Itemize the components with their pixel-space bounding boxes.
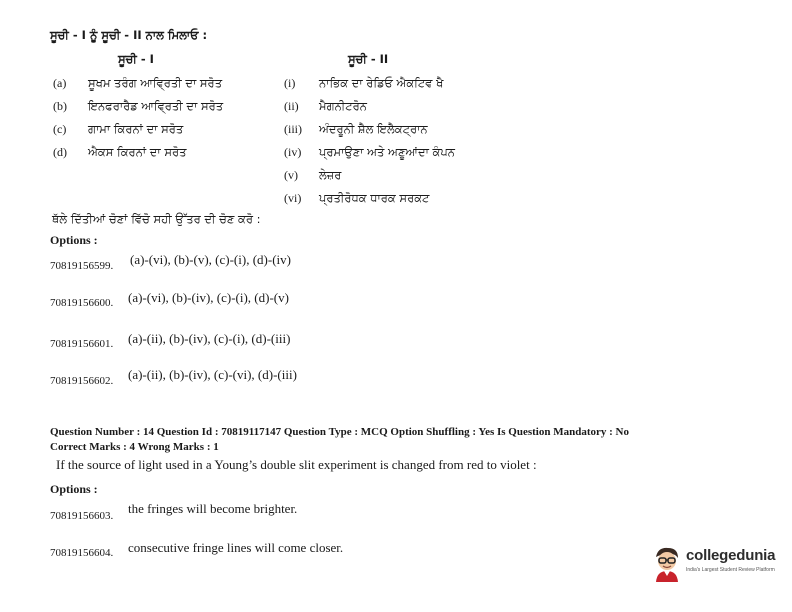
list1-item-c: ਗਾਮਾ ਕਿਰਨਾਂ ਦਾ ਸਰੋਤ xyxy=(88,122,184,136)
list2-key-i: (i) xyxy=(284,76,296,90)
q13-option-id-4: 70819156602. xyxy=(50,375,114,387)
list2-item-v: ਲੇਜ਼ਰ xyxy=(319,168,342,182)
list2-key-vi: (vi) xyxy=(284,191,302,205)
q13-option-id-3: 70819156601. xyxy=(50,338,114,350)
list2-key-iv: (iv) xyxy=(284,145,302,159)
list2-item-iii: ਅੰਦਰੂਨੀ ਸ਼ੈਲ ਇਲੈਕਟ੍ਰਾਨ xyxy=(319,122,428,136)
q14-option-text-2: consecutive fringe lines will come closer. xyxy=(128,540,344,555)
q14-meta-line1: Question Number : 14 Question Id : 70819117147 Question Type : MCQ Option Shuffling : Yes Is Question Mandatory : No xyxy=(50,426,629,438)
q14-option-text-1: the fringes will become brighter. xyxy=(128,501,298,516)
list2-item-i: ਨਾਭਿਕ ਦਾ ਰੇਡਿਓ ਐਕਟਿਵ ਖੈ xyxy=(319,76,444,90)
list2-item-ii: ਮੈਗਨੀਟਰੋਨ xyxy=(319,99,367,113)
q13-option-text-1: (a)-(vi), (b)-(v), (c)-(i), (d)-(iv) xyxy=(130,252,291,267)
q14-options-label: Options : xyxy=(50,482,98,496)
list1-item-a: ਸੂਖਮ ਤਰੰਗ ਆਵ੍ਰਿਤੀ ਦਾ ਸਰੋਤ xyxy=(88,76,223,90)
match-heading: ਸੂਚੀ - I ਨੂੰ ਸੂਚੀ - II ਨਾਲ ਮਿਲਾਓ : xyxy=(50,28,208,42)
q14-meta-line2: Correct Marks : 4 Wrong Marks : 1 xyxy=(50,441,219,453)
list1-key-c: (c) xyxy=(53,122,67,136)
q13-option-id-2: 70819156600. xyxy=(50,297,114,309)
list2-item-vi: ਪ੍ਰਤੀਰੋਧਕ ਧਾਰਕ ਸਰਕਟ xyxy=(319,191,430,205)
list1-title: ਸੂਚੀ - I xyxy=(118,52,154,66)
list1-item-b: ਇਨਫਰਾਰੈਡ ਆਵ੍ਰਿਤੀ ਦਾ ਸਰੋਤ xyxy=(88,99,224,113)
list2-key-v: (v) xyxy=(284,168,298,182)
q13-options-label: Options : xyxy=(50,233,98,247)
q13-option-text-2: (a)-(vi), (b)-(iv), (c)-(i), (d)-(v) xyxy=(128,290,289,305)
collegedunia-logo xyxy=(652,543,782,585)
list2-key-ii: (ii) xyxy=(284,99,299,113)
list2-key-iii: (iii) xyxy=(284,122,302,136)
q13-option-text-4: (a)-(ii), (b)-(iv), (c)-(vi), (d)-(iii) xyxy=(128,367,297,382)
q14-question-text: If the source of light used in a Young’s double slit experiment is changed from red to violet : xyxy=(56,457,537,472)
list2-item-iv: ਪ੍ਰਮਾਉਣਾ ਅਤੇ ਅਣੂਆਂਦਾ ਕੰਪਨ xyxy=(319,145,455,159)
list2-title: ਸੂਚੀ - II xyxy=(348,52,389,66)
list1-item-d: ਐਕਸ ਕਿਰਨਾਂ ਦਾ ਸਰੋਤ xyxy=(88,145,187,159)
list1-key-b: (b) xyxy=(53,99,67,113)
q14-option-id-1: 70819156603. xyxy=(50,510,114,522)
list1-key-d: (d) xyxy=(53,145,67,159)
instruction-text: ਥੱਲੇ ਦਿੱਤੀਆਂ ਚੋਣਾਂ ਵਿੱਚੋ ਸਹੀ ਉੱਤਰ ਦੀ ਚੋਣ ਕਰੋ : xyxy=(52,212,261,226)
logo-tagline: India's Largest Student Review Platform xyxy=(686,567,775,573)
logo-wordmark: collegedunia xyxy=(686,547,776,564)
student-avatar-icon xyxy=(652,545,682,583)
q13-option-id-1: 70819156599. xyxy=(50,260,114,272)
q13-option-text-3: (a)-(ii), (b)-(iv), (c)-(i), (d)-(iii) xyxy=(128,331,291,346)
q14-option-id-2: 70819156604. xyxy=(50,547,114,559)
list1-key-a: (a) xyxy=(53,76,67,90)
